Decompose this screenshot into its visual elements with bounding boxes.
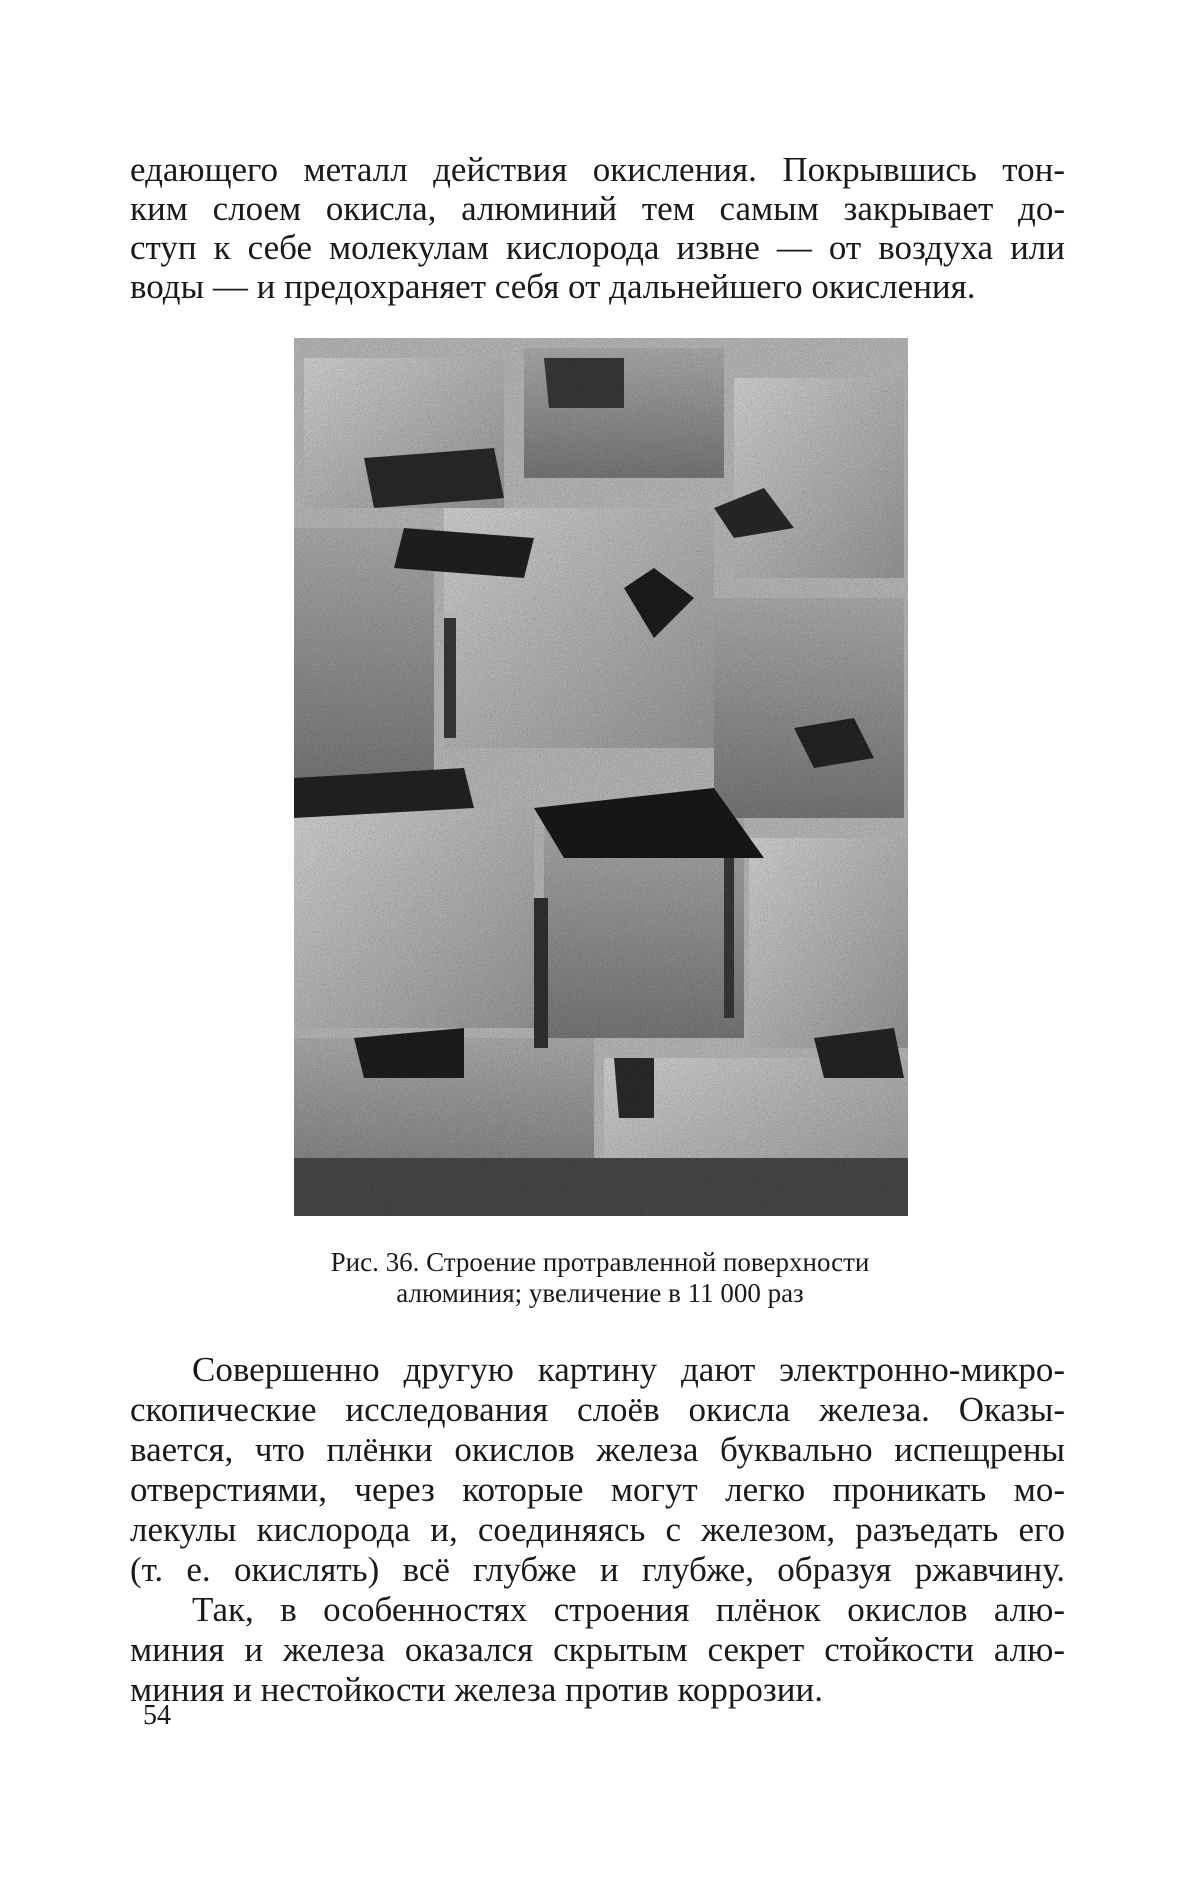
caption-line: алюминия; увеличение в 11 000 раз xyxy=(396,1278,804,1308)
text-line: ким слоем окисла, алюминий тем самым закрывает до- xyxy=(130,189,1065,228)
text-line: отверстиями, через которые могут легко проникать мо- xyxy=(130,1470,1065,1509)
text-line: скопические исследования слоёв окисла железа. Оказы- xyxy=(130,1390,1065,1429)
micrograph-image xyxy=(294,338,908,1216)
caption-line: Рис. 36. Строение протравленной поверхности xyxy=(330,1247,870,1277)
text-line: лекулы кислорода и, соединяясь с железом, разъедать его xyxy=(130,1510,1065,1549)
text-line: миния и нестойкости железа против коррозии. xyxy=(130,1670,823,1709)
text-line: Так, в особенностях строения плёнок окислов алю- xyxy=(192,1590,1065,1629)
page-number: 54 xyxy=(143,1700,171,1731)
micrograph-figure xyxy=(294,338,908,1216)
top-paragraph xyxy=(130,150,1065,306)
text-line: ступ к себе молекулам кислорода извне — от воздуха или xyxy=(130,228,1065,267)
text-line: вается, что плёнки окислов железа буквально испещрены xyxy=(130,1430,1065,1469)
figure-caption xyxy=(230,1247,970,1309)
text-line: (т. е. окислять) всё глубже и глубже, образуя ржавчину. xyxy=(130,1550,1065,1589)
body-text xyxy=(130,1350,1065,1710)
text-line: Совершенно другую картину дают электронно-микро- xyxy=(192,1350,1065,1389)
text-line: воды — и предохраняет себя от дальнейшего окисления. xyxy=(130,267,976,306)
text-line: едающего металл действия окисления. Покрывшись тон- xyxy=(130,150,1065,189)
text-line: миния и железа оказался скрытым секрет стойкости алю- xyxy=(130,1630,1065,1669)
